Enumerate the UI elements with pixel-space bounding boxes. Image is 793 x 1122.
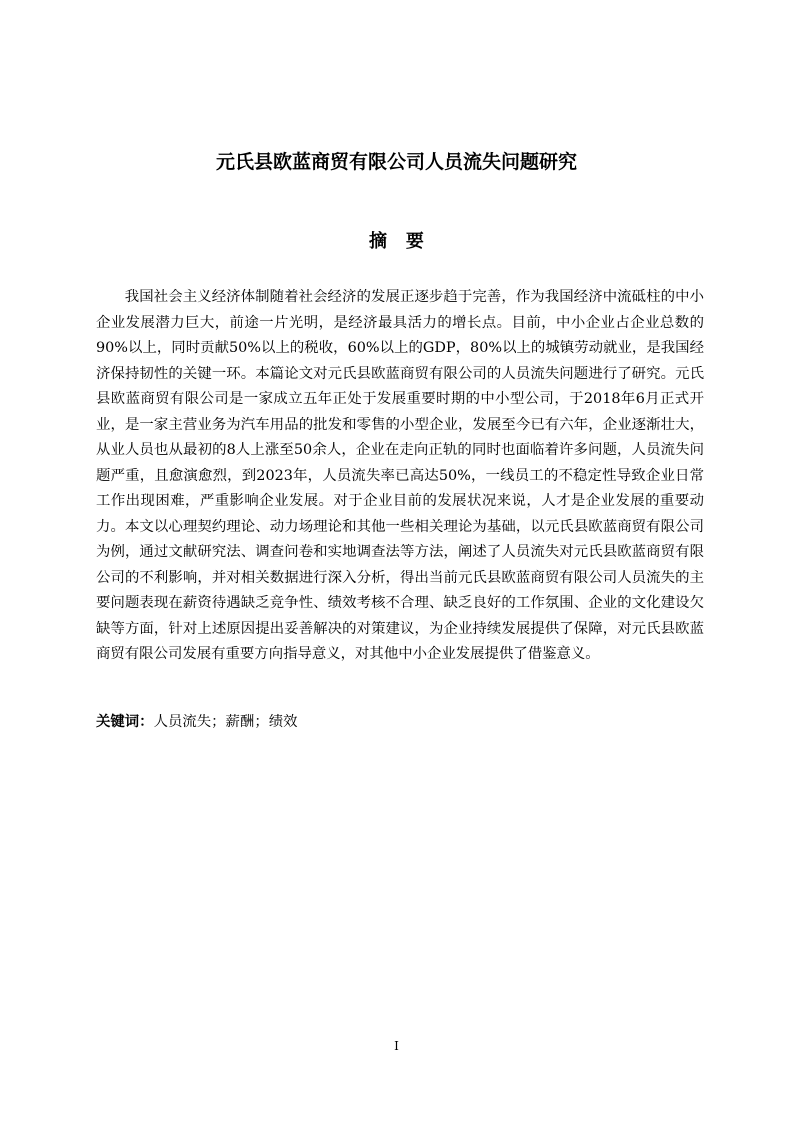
- paper-title: 元氏县欧蓝商贸有限公司人员流失问题研究: [215, 151, 577, 173]
- abstract-body: 我国社会主义经济体制随着社会经济的发展正逐步趋于完善，作为我国经济中流砥柱的中小企业发展潜力巨大，前途一片光明，是经济最具活力的增长点。目前，中小企业占企业总数的90%以上，同时贡献50%以上的税收，60%以上的GDP，80%以上的城镇劳动就业，是我国经济保持韧性的关键一环。本篇论文对元氏县欧蓝商贸有限公司的人员流失问题进行了研究。元氏县欧蓝商贸有限公司是一家成立五年正处于发展重要时期的中小型公司，于2018年6月正式开业，是一家主营业务为汽车用品的批发和零售的小型企业，发展至今已有六年，企业逐渐壮大，从业人员也从最初的8人上涨至50余人，企业在走向正轨的同时也面临着许多问题，人员流失问题严重，且愈演愈烈，到2023年，人员流失率已高达50%，一线员工的不稳定性导致企业日常工作出现困难，严重影响企业发展。对于企业目前的发展状况来说，人才是企业发展的重要动力。本文以心理契约理论、动力场理论和其他一些相关理论为基础，以元氏县欧蓝商贸有限公司为例，通过文献研究法、调查问卷和实地调查法等方法，阐述了人员流失对元氏县欧蓝商贸有限公司的不利影响，并对相关数据进行深入分析，得出当前元氏县欧蓝商贸有限公司人员流失的主要问题表现在薪资待遇缺乏竞争性、绩效考核不合理、缺乏良好的工作氛围、企业的文化建设欠缺等方面，针对上述原因提出妥善解决的对策建议，为企业持续发展提供了保障，对元氏县欧蓝商贸有限公司发展有重要方向指导意义，对其他中小企业发展提供了借鉴意义。: [96, 289, 704, 662]
- page-number: I: [394, 1039, 399, 1053]
- keywords-value: 人员流失；薪酬；绩效: [153, 714, 298, 730]
- keywords-line: [96, 710, 704, 736]
- abstract-heading: 摘要: [369, 231, 443, 252]
- keywords-label: 关键词：: [96, 714, 154, 730]
